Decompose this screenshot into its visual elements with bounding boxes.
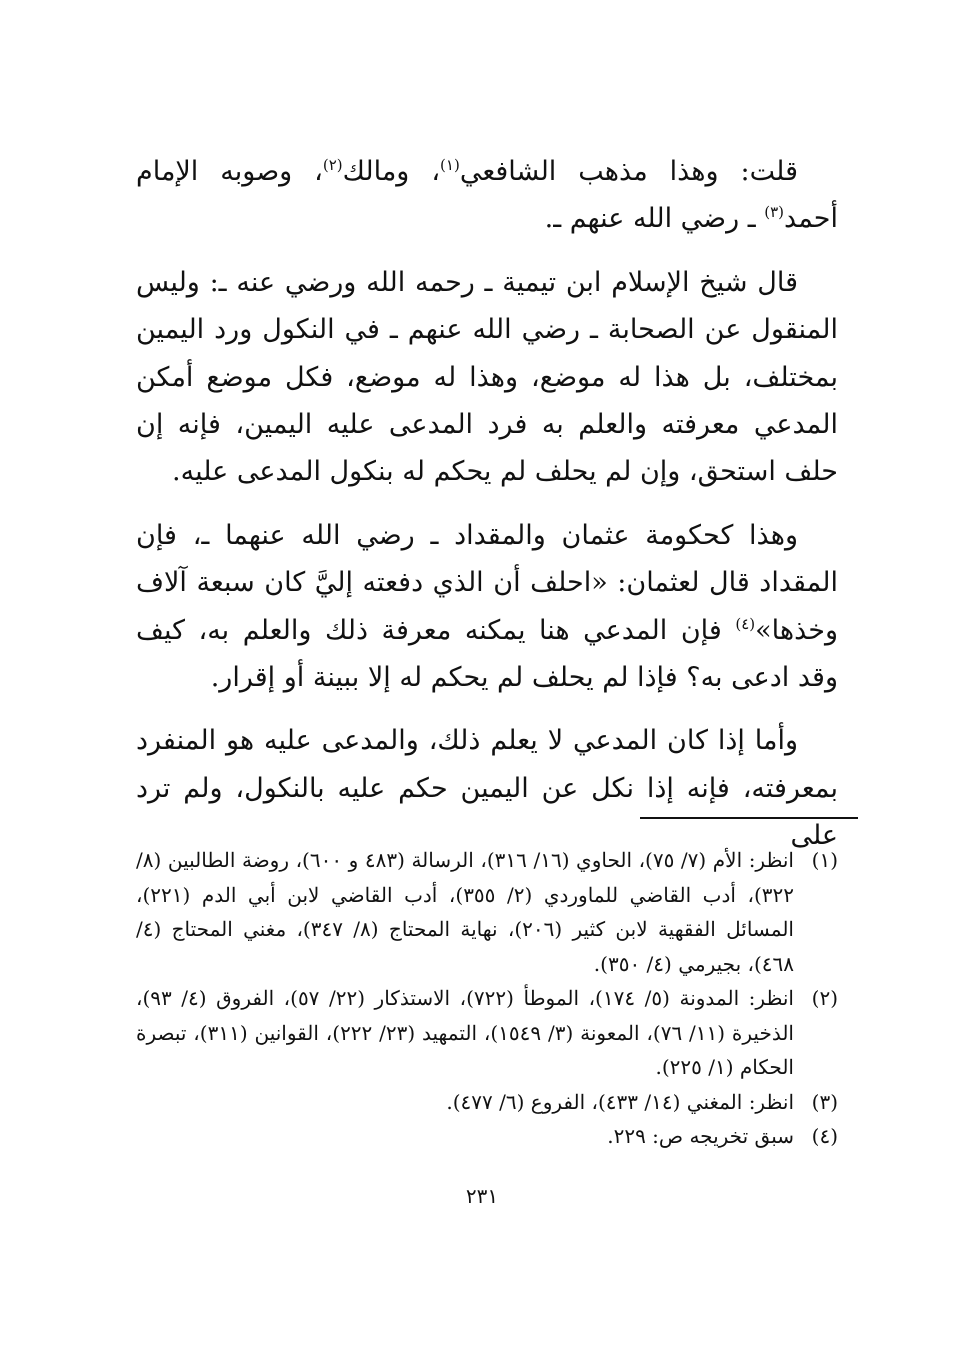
footnote-4-number: (٤) (811, 1124, 838, 1148)
paragraph-3 (136, 512, 838, 702)
footnote-4 (136, 1119, 838, 1154)
paragraph-1-text-d: ـ رضي الله عنهم ـ. (544, 203, 765, 235)
footnote-ref-3: (٣) (764, 203, 785, 222)
paragraph-3-text-b: فإن المدعي هنا يمكنه معرفة ذلك والعلم به، كيف وقد ادعى به؟ فإذا لم يحلف لم يحكم له إلا ببينة أو إقرار. (136, 614, 838, 694)
footnote-ref-4: (٤) (735, 614, 756, 633)
paragraph-1-text-a: قلت: وهذا مذهب الشافعي (459, 156, 798, 187)
paragraph-2 (136, 259, 838, 496)
footnote-1-number: (١) (811, 848, 838, 872)
paragraph-1-text-c: ، وصوبه الإمام أحمد (136, 156, 838, 235)
footnote-1 (136, 843, 838, 981)
footnote-ref-2: (٢) (322, 156, 343, 174)
paragraph-4-text: وأما إذا كان المدعي لا يعلم ذلك، والمدعى عليه هو المنفرد بمعرفته، فإنه إذا نكل عن اليمين حكم عليه بالنكول، ولم ترد على (136, 725, 838, 852)
paragraph-2-text: قال شيخ الإسلام ابن تيمية ـ رحمه الله ورضي عنه ـ: وليس المنقول عن الصحابة ـ رضي الله عنهم ـ في النكول ورد اليمين بمختلف، بل هذا له موضع، وهذا له موضع، فكل موضع أمكن المدعي معرفته والعلم به فرد المدعى عليه اليمين، فإنه إن حلف استحق، وإن لم يحلف لم يحكم له بنكول المدعى عليه. (136, 266, 838, 488)
footnote-2-text: انظر: المدونة (٥/ ١٧٤)، الموطأ (٧٢٢)، الاستذكار (٢٢/ ٥٧)، الفروق (٤/ ٩٣)، الذخيرة (١١/ ٧٦)، المعونة (٣/ ١٥٤٩)، التمهيد (٢٣/ ٢٢٢)، القوانين (٣١١)، تبصرة الحكام (١/ ٢٢٥). (136, 986, 794, 1079)
footnotes (136, 843, 838, 1154)
footnote-3-number: (٣) (811, 1089, 838, 1114)
footnote-2 (136, 981, 838, 1085)
paragraph-1-text-b: ، ومالك (342, 156, 441, 187)
footnote-separator (640, 817, 858, 819)
footnote-3 (136, 1085, 838, 1120)
footnote-1-text: انظر: الأم (٧/ ٧٥)، الحاوي (١٦/ ٣١٦)، الرسالة (٤٨٣ و ٦٠٠)، روضة الطالبين (٨/ ٣٢٢)، أدب القاضي للماوردي (٢/ ٣٥٥)، أدب القاضي لابن أبي الدم (٢٢١)، المسائل الفقهية لابن كثير (٢٠٦)، نهاية المحتاج (٨/ ٣٤٧)، مغني المحتاج (٤/ ٤٦٨)، بجيرمي (٤/ ٣٥٠). (136, 848, 795, 976)
page-number: ٢٣١ (465, 1184, 499, 1208)
footnote-3-text: انظر: المغني (١٤/ ٤٣٣)، الفروع (٦/ ٤٧٧). (446, 1089, 794, 1114)
footnote-ref-1: (١) (440, 156, 460, 174)
paragraph-4 (136, 717, 838, 859)
main-text (136, 148, 838, 876)
paragraph-3-text-a: وهذا كحكومة عثمان والمقداد ـ رضي الله عنهما ـ، فإن المقداد قال لعثمان: «احلف أن الذي دفعته إليَّ كان سبعة آلاف وخذها» (136, 519, 838, 646)
footnote-2-number: (٢) (811, 986, 838, 1010)
paragraph-1 (136, 148, 838, 243)
footnote-4-text: سبق تخريجه ص: ٢٢٩. (607, 1124, 794, 1148)
